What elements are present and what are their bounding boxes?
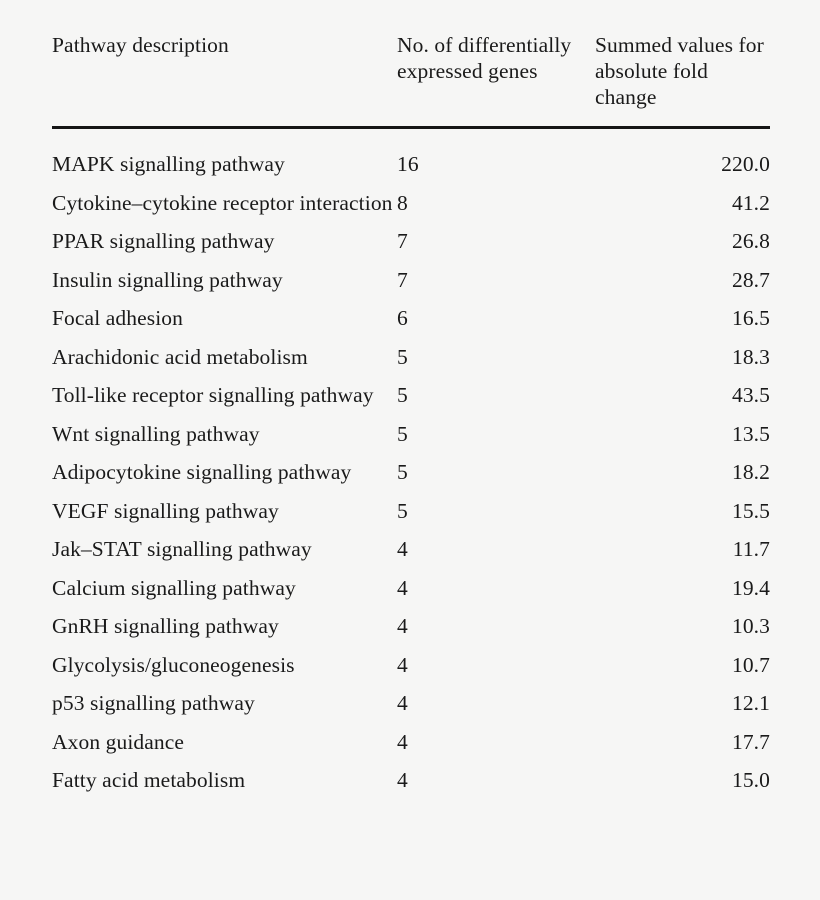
cell-summed-fold-change: 220.0 bbox=[721, 152, 770, 176]
cell-gene-count: 6 bbox=[397, 306, 408, 330]
cell-pathway-description bbox=[52, 723, 397, 762]
pathway-description-text: Toll-like receptor signalling pathway bbox=[52, 383, 374, 407]
table-row bbox=[52, 684, 770, 723]
cell-summed-fold-change: 13.5 bbox=[731, 421, 770, 446]
cell-summed-fold-change: 15.5 bbox=[731, 498, 770, 523]
table-row bbox=[52, 299, 770, 338]
column-header-summed-fold-change: Summed values for absolute fold change bbox=[595, 33, 764, 109]
cell-pathway-description bbox=[52, 646, 397, 685]
cell-summed-fold-change: 26.8 bbox=[731, 229, 770, 253]
cell-pathway-description bbox=[52, 299, 397, 338]
pathway-description-text: Wnt signalling pathway bbox=[52, 421, 260, 446]
cell-pathway-description bbox=[52, 222, 397, 261]
pathway-description-text: Calcium signalling pathway bbox=[52, 575, 296, 600]
cell-gene-count: 5 bbox=[397, 421, 408, 446]
cell-gene-count: 5 bbox=[397, 383, 408, 407]
cell-gene-count: 4 bbox=[397, 575, 408, 600]
table-row bbox=[52, 376, 770, 415]
table-row bbox=[52, 761, 770, 800]
pathway-description-text: Insulin signalling pathway bbox=[52, 267, 283, 292]
table-row bbox=[52, 492, 770, 531]
cell-pathway-description bbox=[52, 607, 397, 646]
table-row bbox=[52, 453, 770, 492]
cell-summed-fold-change: 10.3 bbox=[731, 614, 770, 638]
table-header bbox=[52, 32, 770, 128]
cell-summed-fold-change: 17.7 bbox=[731, 729, 770, 754]
pathway-description-text: Adipocytokine signalling pathway bbox=[52, 460, 352, 484]
cell-summed-fold-change: 15.0 bbox=[731, 768, 770, 792]
table-row bbox=[52, 607, 770, 646]
pathway-description-text: p53 signalling pathway bbox=[52, 691, 255, 715]
cell-gene-count: 4 bbox=[397, 652, 408, 677]
cell-summed-fold-change: 41.2 bbox=[731, 190, 770, 215]
cell-pathway-description bbox=[52, 453, 397, 492]
cell-pathway-description bbox=[52, 376, 397, 415]
cell-pathway-description bbox=[52, 338, 397, 377]
cell-pathway-description bbox=[52, 415, 397, 454]
table-row bbox=[52, 128, 770, 184]
pathway-description-text: VEGF signalling pathway bbox=[52, 498, 279, 523]
column-header-gene-count: No. of differentially expressed genes bbox=[397, 33, 572, 83]
cell-gene-count: 4 bbox=[397, 614, 408, 638]
cell-summed-fold-change: 18.3 bbox=[731, 344, 770, 369]
header-row bbox=[52, 32, 770, 126]
cell-summed-fold-change: 18.2 bbox=[731, 460, 770, 484]
pathway-description-text: Fatty acid metabolism bbox=[52, 768, 246, 792]
cell-summed-fold-change: 16.5 bbox=[731, 306, 770, 330]
cell-pathway-description bbox=[52, 684, 397, 723]
cell-gene-count: 4 bbox=[397, 537, 408, 561]
cell-summed-fold-change: 19.4 bbox=[731, 575, 770, 600]
cell-pathway-description bbox=[52, 569, 397, 608]
cell-gene-count: 4 bbox=[397, 729, 408, 754]
cell-gene-count: 7 bbox=[397, 267, 408, 292]
cell-pathway-description bbox=[52, 128, 397, 184]
cell-summed-fold-change: 12.1 bbox=[731, 691, 770, 715]
table-row bbox=[52, 723, 770, 762]
pathway-description-text: MAPK signalling pathway bbox=[52, 152, 285, 176]
cell-pathway-description bbox=[52, 184, 397, 223]
table-row bbox=[52, 261, 770, 300]
cell-gene-count: 16 bbox=[397, 152, 419, 176]
cell-pathway-description bbox=[52, 761, 397, 800]
table-row bbox=[52, 415, 770, 454]
pathway-description-text: Glycolysis/gluconeogenesis bbox=[52, 652, 295, 677]
pathway-description-text: Arachidonic acid metabolism bbox=[52, 344, 308, 369]
pathway-description-text: Cytokine–cytokine receptor interaction bbox=[52, 190, 393, 215]
cell-gene-count: 5 bbox=[397, 498, 408, 523]
table-row bbox=[52, 338, 770, 377]
cell-gene-count: 5 bbox=[397, 344, 408, 369]
table-row bbox=[52, 646, 770, 685]
cell-summed-fold-change: 28.7 bbox=[731, 267, 770, 292]
cell-summed-fold-change: 10.7 bbox=[731, 652, 770, 677]
cell-gene-count: 4 bbox=[397, 768, 408, 792]
cell-pathway-description bbox=[52, 530, 397, 569]
cell-summed-fold-change: 43.5 bbox=[731, 383, 770, 407]
pathway-description-text: PPAR signalling pathway bbox=[52, 229, 275, 253]
cell-gene-count: 8 bbox=[397, 190, 408, 215]
pathway-description-text: Focal adhesion bbox=[52, 306, 183, 330]
table-body bbox=[52, 128, 770, 800]
table-row bbox=[52, 222, 770, 261]
table-row bbox=[52, 569, 770, 608]
pathway-description-text: Jak–STAT signalling pathway bbox=[52, 537, 312, 561]
cell-summed-fold-change: 11.7 bbox=[732, 537, 770, 561]
table-row bbox=[52, 184, 770, 223]
cell-pathway-description bbox=[52, 261, 397, 300]
cell-pathway-description bbox=[52, 492, 397, 531]
cell-gene-count: 5 bbox=[397, 460, 408, 484]
pathway-description-text: Axon guidance bbox=[52, 729, 185, 754]
cell-gene-count: 7 bbox=[397, 229, 408, 253]
pathway-table bbox=[52, 32, 770, 800]
cell-gene-count: 4 bbox=[397, 691, 408, 715]
table-row bbox=[52, 530, 770, 569]
column-header-description: Pathway description bbox=[52, 33, 229, 57]
pathway-description-text: GnRH signalling pathway bbox=[52, 614, 279, 638]
